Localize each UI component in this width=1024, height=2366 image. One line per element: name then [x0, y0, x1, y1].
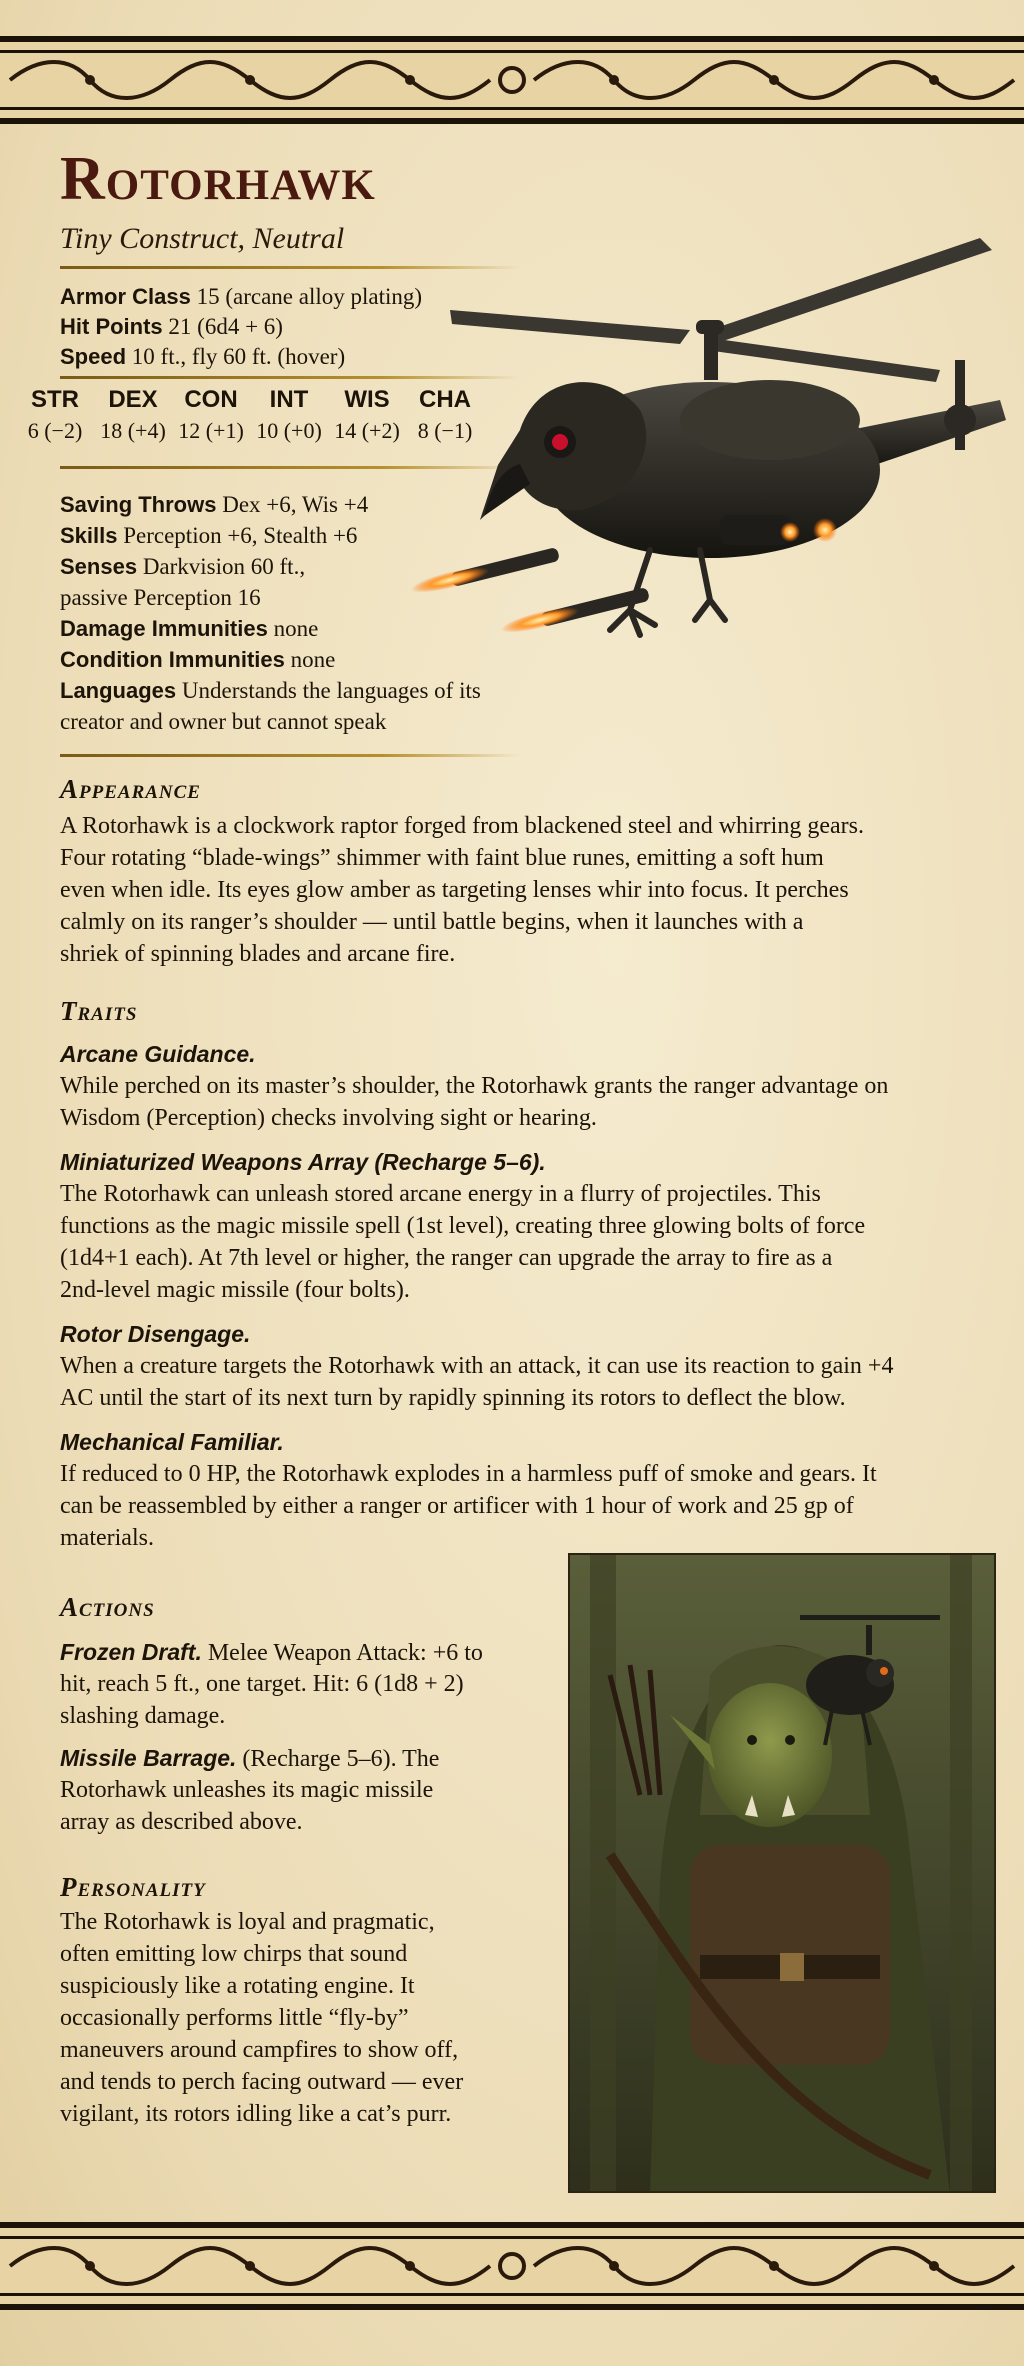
- rotorhawk-illustration: [380, 220, 1020, 720]
- hit-points-label: Hit Points: [60, 314, 163, 339]
- appearance-line: calmly on its ranger’s shoulder — until battle begins, when it launches with a: [60, 909, 804, 935]
- ability-name: CON: [184, 386, 238, 413]
- speed-value: 10 ft., fly 60 ft. (hover): [131, 344, 346, 369]
- action-text: Melee Weapon Attack: +6 to: [207, 1640, 483, 1666]
- saving-throws-line: [60, 490, 368, 520]
- ability-name: WIS: [344, 386, 390, 413]
- ability-con: [176, 386, 246, 444]
- trait-line: can be reassembled by either a ranger or artificer with 1 hour of work and 25 gp of: [60, 1493, 854, 1519]
- armor-class-label: Armor Class: [60, 284, 191, 309]
- appearance-line: even when idle. Its eyes glow amber as targeting lenses whir into focus. It perches: [60, 877, 849, 903]
- appearance-heading: Appearance: [60, 774, 201, 804]
- condition-immunities-line: [60, 645, 335, 675]
- ability-name: DEX: [108, 386, 158, 413]
- skills-label: Skills: [60, 523, 118, 548]
- personality-line: The Rotorhawk is loyal and pragmatic,: [60, 1909, 435, 1935]
- actions-heading: Actions: [60, 1592, 155, 1622]
- trait-line: The Rotorhawk can unleash stored arcane energy in a flurry of projectiles. This: [60, 1181, 821, 1207]
- appearance-line: shriek of spinning blades and arcane fire.: [60, 941, 456, 967]
- orc-ranger-illustration: [568, 1553, 996, 2193]
- trait-line: While perched on its master’s shoulder, the Rotorhawk grants the ranger advantage on: [60, 1073, 889, 1099]
- speed-label: Speed: [60, 344, 127, 369]
- damage-immunities-line: [60, 614, 318, 644]
- action-line: array as described above.: [60, 1809, 303, 1835]
- trait-line: 2nd-level magic missile (four bolts).: [60, 1277, 410, 1303]
- damage-immunities-label: Damage Immunities: [60, 616, 268, 641]
- trait-line: AC until the start of its next turn by rapidly spinning its rotors to deflect the blow.: [60, 1385, 846, 1411]
- skills-value: Perception +6, Stealth +6: [123, 523, 358, 548]
- ability-value: 14 (+2): [334, 418, 400, 443]
- trait-name: Arcane Guidance.: [60, 1041, 256, 1067]
- trait-name: Mechanical Familiar.: [60, 1429, 284, 1455]
- ability-value: 10 (+0): [256, 418, 322, 443]
- trait-line: When a creature targets the Rotorhawk with an attack, it can use its reaction to gain +4: [60, 1353, 894, 1379]
- personality-line: suspiciously like a rotating engine. It: [60, 1973, 415, 1999]
- saving-throws-label: Saving Throws: [60, 492, 217, 517]
- appearance-line: A Rotorhawk is a clockwork raptor forged from blackened steel and whirring gears.: [60, 813, 864, 839]
- ability-name: CHA: [419, 386, 471, 413]
- ability-dex: [98, 386, 168, 444]
- trait-line: If reduced to 0 HP, the Rotorhawk explodes in a harmless puff of smoke and gears. It: [60, 1461, 877, 1487]
- action-line: [60, 1742, 439, 1775]
- condition-immunities-value: none: [290, 647, 336, 672]
- senses-line: [60, 552, 305, 582]
- skills-line: [60, 521, 357, 551]
- top-ornamental-border: [0, 36, 1024, 124]
- action-text: (Recharge 5–6). The: [242, 1746, 440, 1772]
- action-name: Frozen Draft.: [60, 1639, 202, 1665]
- condition-immunities-label: Condition Immunities: [60, 647, 285, 672]
- languages-value: Understands the languages of its: [181, 678, 481, 703]
- hit-points-line: [60, 312, 283, 342]
- appearance-line: Four rotating “blade-wings” shimmer with faint blue runes, emitting a soft hum: [60, 845, 824, 871]
- creature-subtitle: Tiny Construct, Neutral: [60, 222, 345, 255]
- trait-line: (1d4+1 each). At 7th level or higher, the ranger can upgrade the array to fire as a: [60, 1245, 833, 1271]
- ability-str: [20, 386, 90, 444]
- ability-int: [254, 386, 324, 444]
- ability-name: STR: [31, 386, 79, 413]
- speed-line: [60, 342, 345, 372]
- languages-label: Languages: [60, 678, 177, 703]
- saving-throws-value: Dex +6, Wis +4: [222, 492, 369, 517]
- creature-title: Rotorhawk: [60, 145, 376, 213]
- personality-line: and tends to perch facing outward — ever: [60, 2069, 464, 2095]
- trait-name: Rotor Disengage.: [60, 1321, 251, 1347]
- ability-value: 12 (+1): [178, 418, 244, 443]
- personality-line: vigilant, its rotors idling like a cat’s purr.: [60, 2101, 452, 2127]
- personality-line: occasionally performs little “fly-by”: [60, 2005, 409, 2031]
- ability-value: 6 (−2): [27, 418, 83, 443]
- action-line: Rotorhawk unleashes its magic missile: [60, 1777, 434, 1803]
- action-line: slashing damage.: [60, 1703, 226, 1729]
- armor-class-line: [60, 282, 422, 312]
- senses-line-2: passive Perception 16: [60, 585, 261, 610]
- action-name: Missile Barrage.: [60, 1745, 237, 1771]
- personality-line: maneuvers around campfires to show off,: [60, 2037, 459, 2063]
- trait-name: Miniaturized Weapons Array (Recharge 5–6).: [60, 1149, 546, 1175]
- senses-label: Senses: [60, 554, 138, 579]
- hit-points-value: 21 (6d4 + 6): [168, 314, 283, 339]
- senses-value: Darkvision 60 ft.,: [142, 554, 306, 579]
- ability-value: 8 (−1): [417, 418, 473, 443]
- action-line: hit, reach 5 ft., one target. Hit: 6 (1d8 + 2): [60, 1671, 464, 1697]
- divider: [60, 754, 520, 757]
- bottom-ornamental-border: [0, 2222, 1024, 2310]
- damage-immunities-value: none: [273, 616, 319, 641]
- trait-line: materials.: [60, 1525, 154, 1551]
- ability-name: INT: [269, 386, 309, 413]
- traits-heading: Traits: [60, 996, 138, 1026]
- ability-value: 18 (+4): [100, 418, 166, 443]
- languages-line-2: creator and owner but cannot speak: [60, 709, 387, 734]
- armor-class-value: 15 (arcane alloy plating): [196, 284, 423, 309]
- personality-heading: Personality: [60, 1872, 206, 1902]
- trait-line: Wisdom (Perception) checks involving sight or hearing.: [60, 1105, 597, 1131]
- trait-line: functions as the magic missile spell (1st level), creating three glowing bolts of force: [60, 1213, 866, 1239]
- personality-line: often emitting low chirps that sound: [60, 1941, 408, 1967]
- action-line: [60, 1636, 483, 1669]
